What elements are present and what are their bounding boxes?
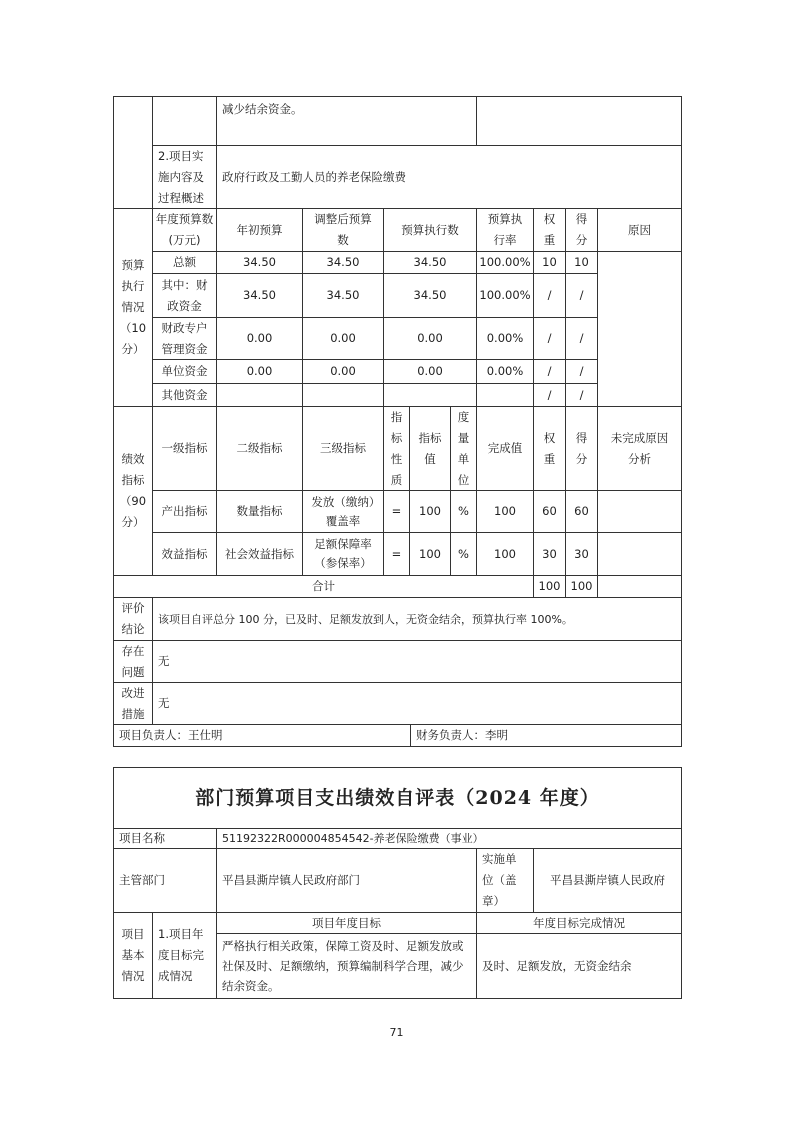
perf-row-level1: 效益指标 xyxy=(152,532,217,576)
issues-label: 存在问题 xyxy=(113,640,153,683)
total-label: 合计 xyxy=(113,575,534,598)
conclusion-text: 该项目自评总分 100 分，已及时、足额发放到人，无资金结余，预算执行率 100%。 xyxy=(152,597,682,641)
total-weight: 100 xyxy=(533,575,566,598)
budget-row-weight: / xyxy=(533,383,566,407)
dept-label: 主管部门 xyxy=(113,848,217,913)
budget-header-reason: 原因 xyxy=(597,208,682,252)
basic-info-label: 项目基本情况 xyxy=(113,912,153,999)
budget-header-executed: 预算执行数 xyxy=(383,208,477,252)
budget-row-initial: 34.50 xyxy=(216,251,303,274)
perf-header-unit: 度量单位 xyxy=(450,406,477,491)
impl-unit-label: 实施单位（盖章） xyxy=(476,848,534,913)
issues-text: 无 xyxy=(152,640,682,683)
measures-text: 无 xyxy=(152,682,682,725)
perf-row-level3: 足额保障率（参保率） xyxy=(302,532,384,576)
budget-row-executed: 34.50 xyxy=(383,273,477,318)
perf-row-level3: 发放（缴纳）覆盖率 xyxy=(302,490,384,533)
perf-row-level1: 产出指标 xyxy=(152,490,217,533)
budget-header-score: 得分 xyxy=(565,208,598,252)
perf-header-level1: 一级指标 xyxy=(152,406,217,491)
budget-header-rate: 预算执行率 xyxy=(476,208,534,252)
goal-label: 1.项目年度目标完成情况 xyxy=(152,912,217,999)
completion-text: 及时、足额发放，无资金结余 xyxy=(476,933,682,999)
perf-header-score: 得分 xyxy=(565,406,598,491)
budget-header-label: 年度预算数(万元) xyxy=(152,208,217,252)
project-lead: 项目负责人：王仕明 xyxy=(113,724,411,747)
budget-header-initial: 年初预算 xyxy=(216,208,303,252)
perf-row-reason xyxy=(597,532,682,576)
page-number: 71 xyxy=(389,1026,404,1039)
budget-row-rate xyxy=(476,383,534,407)
perf-row-score: 30 xyxy=(565,532,598,576)
perf-header-weight: 权重 xyxy=(533,406,566,491)
perf-row-level2: 数量指标 xyxy=(216,490,303,533)
budget-section-label: 预算执行情况（10分） xyxy=(113,208,153,407)
measures-label: 改进措施 xyxy=(113,682,153,725)
budget-reason-cell xyxy=(597,251,682,407)
budget-row-label: 单位资金 xyxy=(152,359,217,384)
annual-goal-text: 严格执行相关政策，保障工资及时、足额发放或社保及时、足额缴纳，预算编制科学合理，减少结余资金。 xyxy=(216,933,477,999)
goal-completion-blank xyxy=(476,96,682,146)
budget-row-score: / xyxy=(565,359,598,384)
completion-header: 年度目标完成情况 xyxy=(476,912,682,934)
budget-row-initial: 0.00 xyxy=(216,317,303,360)
budget-row-rate: 100.00% xyxy=(476,251,534,274)
project-name: 51192322R000004854542-养老保险缴费（事业） xyxy=(216,828,682,849)
budget-row-label: 其他资金 xyxy=(152,383,217,407)
perf-header-actual: 完成值 xyxy=(476,406,534,491)
perf-header-level2: 二级指标 xyxy=(216,406,303,491)
budget-row-adjusted: 0.00 xyxy=(302,317,384,360)
budget-row-label: 其中：财政资金 xyxy=(152,273,217,318)
budget-row-rate: 100.00% xyxy=(476,273,534,318)
perf-row-level2: 社会效益指标 xyxy=(216,532,303,576)
budget-row-initial xyxy=(216,383,303,407)
budget-row-executed xyxy=(383,383,477,407)
perf-header-nature: 指标性质 xyxy=(383,406,410,491)
perf-row-score: 60 xyxy=(565,490,598,533)
budget-row-score: / xyxy=(565,317,598,360)
perf-section-label: 绩效指标（90分） xyxy=(113,406,153,576)
goal-tail-text: 减少结余资金。 xyxy=(216,96,477,146)
perf-row-value: 100 xyxy=(409,490,451,533)
budget-header-weight: 权重 xyxy=(533,208,566,252)
budget-row-executed: 0.00 xyxy=(383,359,477,384)
budget-row-weight: / xyxy=(533,273,566,318)
section-label-blank xyxy=(113,96,153,209)
budget-row-score: 10 xyxy=(565,251,598,274)
perf-row-actual: 100 xyxy=(476,532,534,576)
budget-row-label: 财政专户管理资金 xyxy=(152,317,217,360)
perf-row-weight: 30 xyxy=(533,532,566,576)
perf-row-weight: 60 xyxy=(533,490,566,533)
budget-row-label: 总额 xyxy=(152,251,217,274)
budget-row-rate: 0.00% xyxy=(476,359,534,384)
conclusion-label: 评价结论 xyxy=(113,597,153,641)
impl-label: 2.项目实施内容及过程概述 xyxy=(152,145,217,209)
perf-row-nature: = xyxy=(383,532,410,576)
perf-row-value: 100 xyxy=(409,532,451,576)
perf-header-value: 指标值 xyxy=(409,406,451,491)
annual-goal-header: 项目年度目标 xyxy=(216,912,477,934)
budget-row-rate: 0.00% xyxy=(476,317,534,360)
perf-row-reason xyxy=(597,490,682,533)
perf-row-actual: 100 xyxy=(476,490,534,533)
project-name-label: 项目名称 xyxy=(113,828,217,849)
perf-row-nature: = xyxy=(383,490,410,533)
impl-text: 政府行政及工勤人员的养老保险缴费 xyxy=(216,145,682,209)
budget-row-initial: 0.00 xyxy=(216,359,303,384)
dept-name: 平昌县澌岸镇人民政府部门 xyxy=(216,848,477,913)
budget-row-score: / xyxy=(565,273,598,318)
budget-header-adjusted: 调整后预算数 xyxy=(302,208,384,252)
perf-header-level3: 三级指标 xyxy=(302,406,384,491)
budget-row-executed: 0.00 xyxy=(383,317,477,360)
budget-row-adjusted xyxy=(302,383,384,407)
budget-row-weight: 10 xyxy=(533,251,566,274)
budget-row-initial: 34.50 xyxy=(216,273,303,318)
form-title: 部门预算项目支出绩效自评表（2024 年度） xyxy=(113,767,682,829)
budget-row-adjusted: 34.50 xyxy=(302,273,384,318)
budget-row-weight: / xyxy=(533,359,566,384)
perf-row-unit: % xyxy=(450,532,477,576)
finance-lead: 财务负责人：李明 xyxy=(410,724,682,747)
perf-row-unit: % xyxy=(450,490,477,533)
budget-row-executed: 34.50 xyxy=(383,251,477,274)
total-reason xyxy=(597,575,682,598)
total-score: 100 xyxy=(565,575,598,598)
budget-row-weight: / xyxy=(533,317,566,360)
perf-header-reason: 未完成原因分析 xyxy=(597,406,682,491)
goal-label-blank xyxy=(152,96,217,146)
budget-row-adjusted: 34.50 xyxy=(302,251,384,274)
impl-unit: 平昌县澌岸镇人民政府 xyxy=(533,848,682,913)
budget-row-adjusted: 0.00 xyxy=(302,359,384,384)
budget-row-score: / xyxy=(565,383,598,407)
